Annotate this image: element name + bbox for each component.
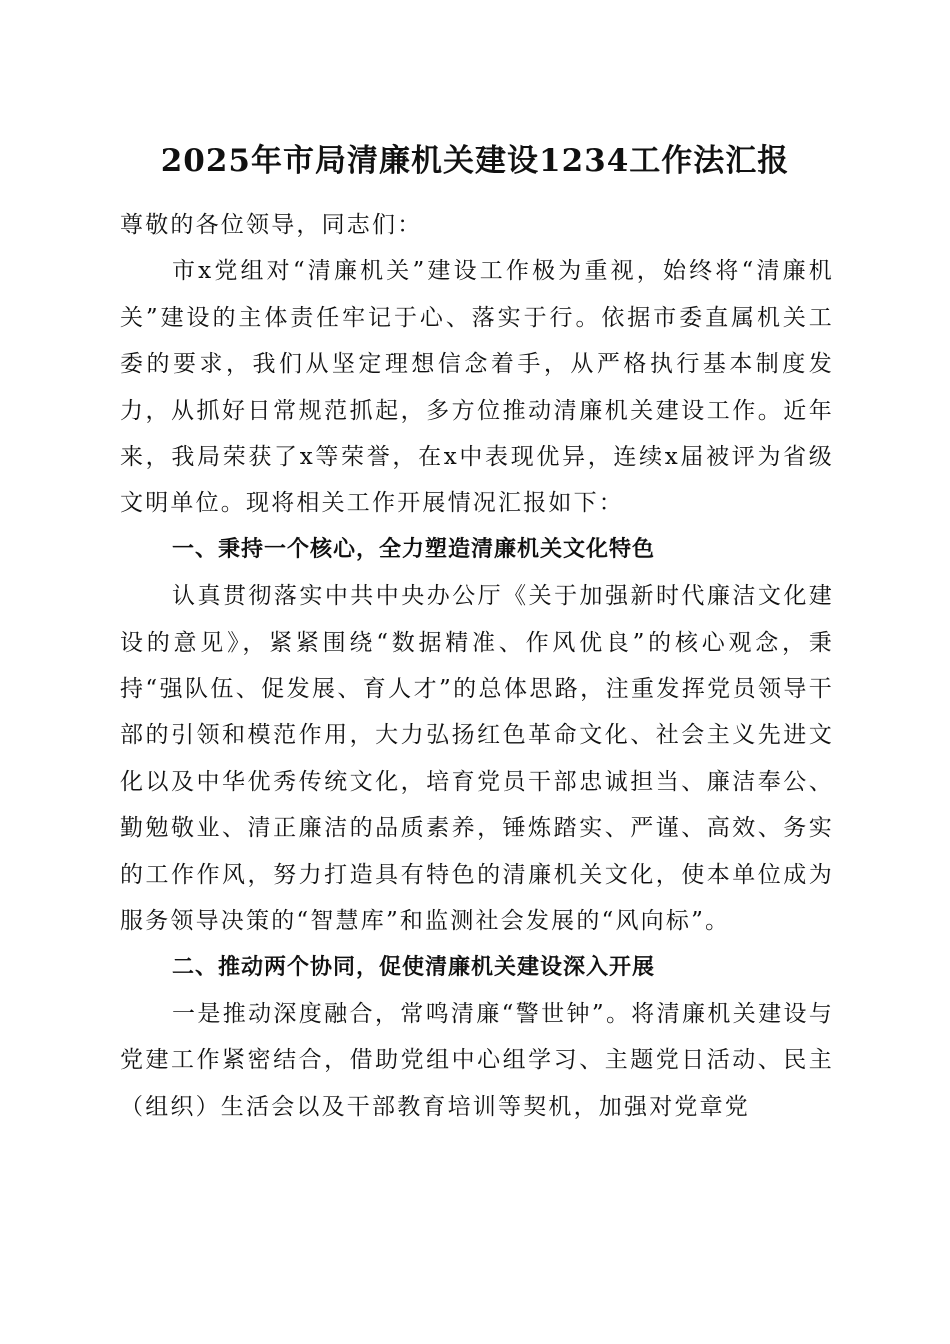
section-1-paragraph: 认真贯彻落实中共中央办公厅《关于加强新时代廉洁文化建设的意见》，紧紧围绕“数据精准、作风优良”的核心观念，秉持“强队伍、促发展、育人才”的总体思路，注重发挥党员领导干部的引领和模范作用，大力弘扬红色革命文化、社会主义先进文化以及中华优秀传统文化，培育党员干部忠诚担当、廉洁奉公、勤勉敬业、清正廉洁的品质素养，锤炼踏实、严谨、高效、务实的工作作风，努力打造具有特色的清廉机关文化，使本单位成为服务领导决策的“智慧库”和监测社会发展的“风向标”。 <box>120 583 834 935</box>
section-2-heading: 二、推动两个协同，促使清廉机关建设深入开展 <box>172 954 656 980</box>
document-title: 2025年市局清廉机关建设1234工作法汇报 <box>160 143 790 179</box>
section-1-heading: 一、秉持一个核心，全力塑造清廉机关文化特色 <box>172 536 656 562</box>
section-2-paragraph: 一是推动深度融合，常鸣清廉“警世钟”。将清廉机关建设与党建工作紧密结合，借助党组中心组学习、主题党日活动、民主（组织）生活会以及干部教育培训等契机，加强对党章党 <box>120 1000 834 1120</box>
document-body <box>120 202 834 1130</box>
salutation: 尊敬的各位领导，同志们： <box>120 212 423 238</box>
intro-paragraph: 市x党组对“清廉机关”建设工作极为重视，始终将“清廉机关”建设的主体责任牢记于心、落实于行。依据市委直属机关工委的要求，我们从坚定理想信念着手，从严格执行基本制度发力，从抓好日常规范抓起，多方位推动清廉机关建设工作。近年来，我局荣获了x等荣誉，在x中表现优异，连续x届被评为省级文明单位。现将相关工作开展情况汇报如下： <box>120 258 834 517</box>
